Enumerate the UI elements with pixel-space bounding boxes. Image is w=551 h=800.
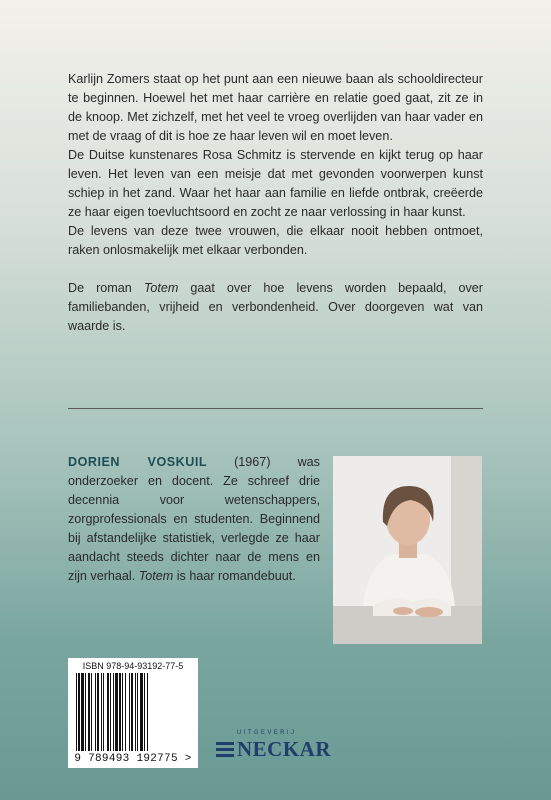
isbn-text: ISBN 978-94-93192-77-5: [82, 661, 184, 671]
barcode-bar: [78, 673, 80, 751]
blurb-text: De roman: [68, 281, 144, 295]
publisher-sub: UITGEVERIJ: [237, 730, 297, 736]
barcode-bar: [115, 673, 118, 751]
blurb-paragraph: Karlijn Zomers staat op het punt aan een nieuwe baan als schooldirecteur te beginnen. Hoewel het met haar carrière en relatie goed gaat, zit ze in de knoop. Met zichzelf, met het veel te vroeg overlijden van haar vader en met de vraag of dit is hoe ze haar leven wil en moet leven.: [68, 72, 483, 143]
barcode-bar: [131, 673, 133, 751]
barcode-bar: [119, 673, 121, 751]
barcode-bar: [147, 673, 148, 751]
barcode-bar: [97, 673, 99, 751]
barcode-bar: [85, 673, 86, 751]
publisher-name: NECKAR: [237, 737, 332, 761]
barcode-bar: [110, 673, 111, 751]
barcode-bar: [129, 673, 130, 751]
barcode-digits: 9 789493 192775 >: [74, 753, 192, 765]
publisher-mark-icon: [215, 739, 235, 759]
blurb-paragraph: De Duitse kunstenares Rosa Schmitz is stervende en kijkt terug op haar leven. Het leven van een meisje dat met gevonden voorwerpen kunst schiep in het zand. Waar het haar aan familie en liefde ontbrak, creëerde ze haar eigen toevluchtsoord en zocht ze naar verlossing in haar kunst.: [68, 148, 483, 219]
barcode-bar: [113, 673, 114, 751]
barcode-bar: [76, 673, 77, 751]
barcode-bar: [135, 673, 136, 751]
blurb-paragraph: De levens van deze twee vrouwen, die elkaar nooit hebben ontmoet, raken onlosmakelijk met elkaar verbonden.: [68, 224, 483, 257]
book-title: Totem: [143, 281, 179, 295]
barcode-bar: [103, 673, 104, 751]
barcode-bars: [74, 673, 192, 751]
blurb-paragraph: [68, 279, 483, 336]
barcode-bar: [125, 673, 126, 751]
bio-text: (1967) was onderzoeker en docent. Ze schreef drie decennia voor wetenschappers, zorgprofessionals en studenten. Beginnend bij afstandelijke statistiek, verlegde ze haar aandacht steeds dichter naar de mens en zijn verhaal.: [68, 455, 320, 583]
barcode-bar: [81, 673, 84, 751]
publisher-logo: [215, 730, 355, 766]
barcode-bar: [122, 673, 123, 751]
divider-line: [68, 408, 483, 409]
barcode-bar: [107, 673, 109, 751]
barcode-bar: [88, 673, 90, 751]
author-photo: [333, 456, 482, 644]
isbn-barcode: [68, 658, 198, 768]
book-title: Totem: [138, 569, 174, 583]
barcode-bar: [144, 673, 145, 751]
author-bio: [68, 453, 320, 586]
bio-text: is haar romandebuut.: [173, 569, 296, 583]
barcode-bar: [101, 673, 102, 751]
barcode-bar: [91, 673, 92, 751]
barcode-bar: [95, 673, 96, 751]
blurb-text: gaat over hoe levens worden bepaald, over familiebanden, vrijheid en verbondenheid. Over doorgeven wat van waarde is.: [68, 281, 484, 333]
barcode-bar: [137, 673, 138, 751]
back-cover-blurb: [68, 70, 483, 336]
barcode-bar: [140, 673, 143, 751]
author-name: DORIEN VOSKUIL: [68, 455, 208, 469]
